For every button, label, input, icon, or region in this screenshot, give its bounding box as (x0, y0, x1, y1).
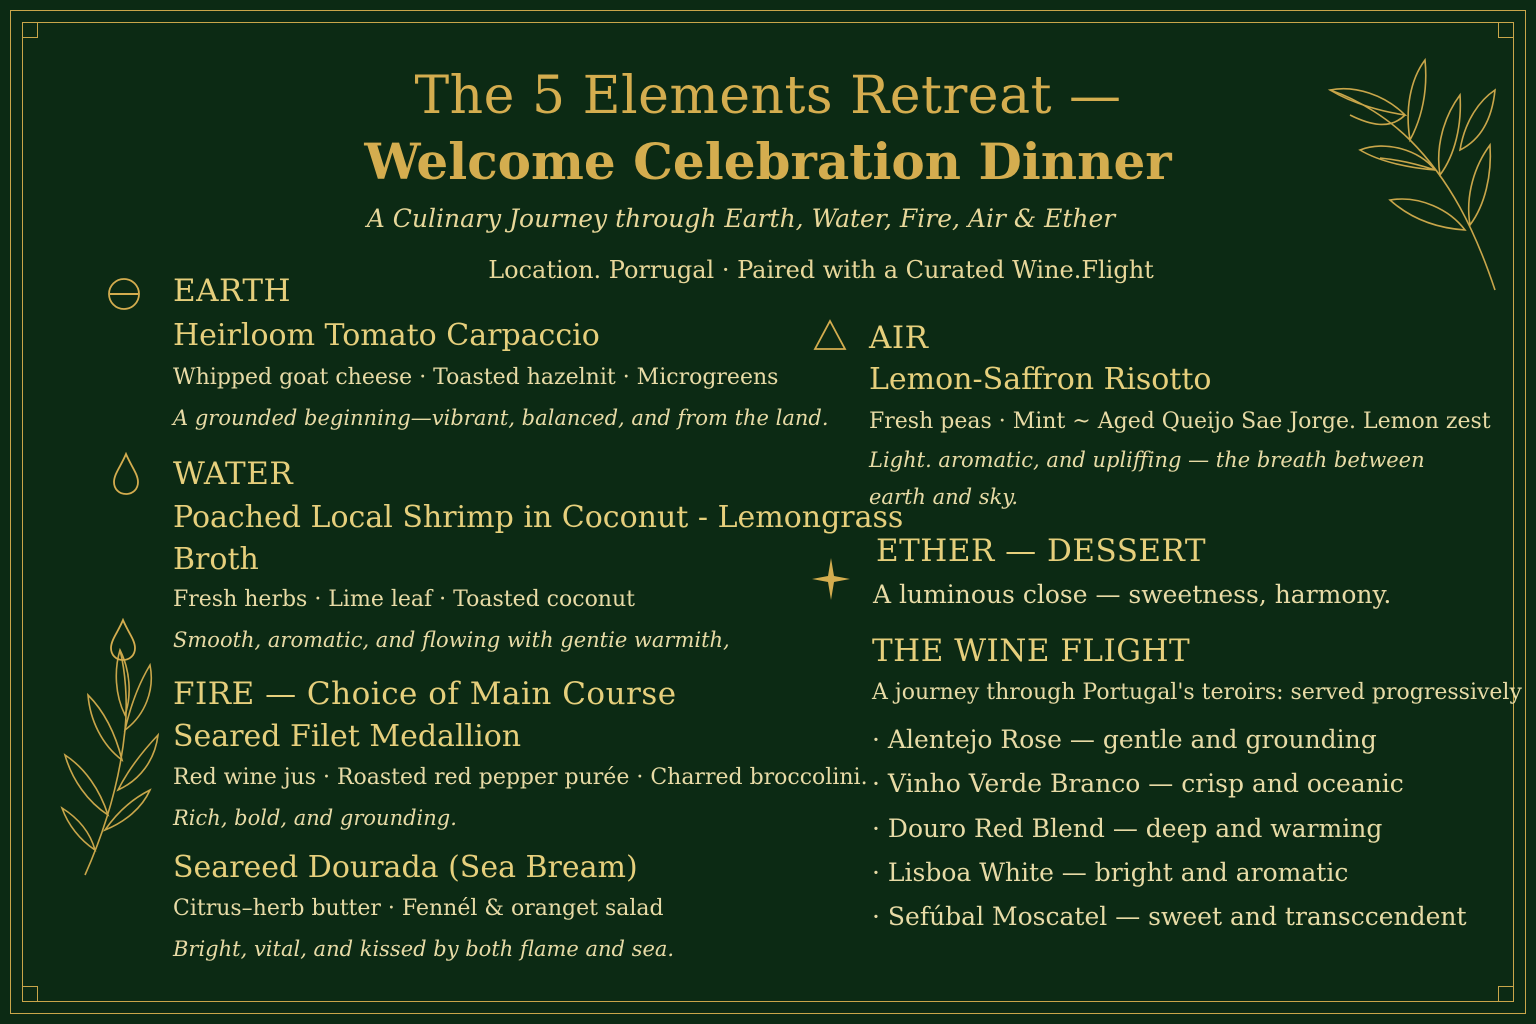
menu-subtitle: A Culinary Journey through Earth, Water, Fire, Air & Ether (366, 204, 1116, 233)
wine-heading: THE WINE FLIGHT (872, 633, 1191, 669)
fire-note2: Bright, vital, and kissed by both flame and sea. (173, 937, 675, 961)
air-note-line1: Light. aromatic, and upliffing — the breath between (869, 448, 1425, 472)
air-dish: Lemon-Saffron Risotto (869, 362, 1212, 397)
corner-ornament (1498, 22, 1514, 38)
water-drop-icon (111, 452, 141, 496)
wine-item: · Douro Red Blend — deep and warming (872, 814, 1383, 843)
wine-item: · Lisboa White — bright and aromatic (872, 858, 1349, 887)
ether-star-icon (810, 556, 852, 602)
olive-branch-icon (50, 640, 170, 880)
corner-ornament (22, 986, 38, 1002)
fire-dish2: Seareed Dourada (Sea Bream) (173, 850, 638, 885)
earth-details: Whipped goat cheese · Toasted hazelnit · Microgreens (173, 365, 779, 390)
water-dish-line1: Poached Local Shrimp in Coconut - Lemongrass (173, 500, 904, 535)
fire-details1: Red wine jus · Roasted red pepper purée · Charred broccolini. (173, 765, 868, 790)
fire-drop-icon (108, 618, 138, 662)
water-dish-line2: Broth (173, 542, 259, 577)
ether-heading: ETHER — DESSERT (876, 533, 1207, 569)
water-note: Smooth, aromatic, and flowing with gentie warmith, (173, 628, 730, 652)
wine-intro: A journey through Portugal's teroirs: served progressively (872, 680, 1522, 705)
wine-item: · Alentejo Rose — gentle and grounding (872, 725, 1377, 754)
fire-heading: FIRE — Choice of Main Course (173, 676, 677, 712)
water-details: Fresh herbs · Lime leaf · Toasted coconut (173, 587, 635, 612)
earth-heading: EARTH (173, 273, 292, 309)
corner-ornament (22, 22, 38, 38)
air-heading: AIR (869, 320, 929, 356)
water-heading: WATER (173, 456, 294, 492)
earth-note: A grounded beginning—vibrant, balanced, and from the land. (173, 406, 829, 430)
wine-item: · Vinho Verde Branco — crisp and oceanic (872, 769, 1404, 798)
wine-item: · Sefúbal Moscatel — sweet and transccendent (872, 902, 1467, 931)
menu-title-line1: The 5 Elements Retreat — (414, 66, 1122, 126)
corner-ornament (1498, 986, 1514, 1002)
air-note-line2: earth and sky. (869, 485, 1019, 509)
earth-circle-icon (106, 276, 142, 312)
menu-title-line2: Welcome Celebration Dinner (364, 132, 1172, 191)
fire-note1: Rich, bold, and grounding. (173, 806, 457, 830)
earth-dish: Heirloom Tomato Carpaccio (173, 318, 600, 353)
fire-details2: Citrus–herb butter · Fennél & oranget salad (173, 896, 664, 921)
fire-dish1: Seared Filet Medallion (173, 719, 522, 754)
air-triangle-icon (812, 318, 848, 352)
ether-details: A luminous close — sweetness, harmony. (873, 580, 1392, 609)
location-line: Location. Porrugal · Paired with a Curated Wine.Flight (488, 256, 1154, 284)
air-details: Fresh peas · Mint ~ Aged Queijo Sae Jorge. Lemon zest (869, 409, 1491, 434)
